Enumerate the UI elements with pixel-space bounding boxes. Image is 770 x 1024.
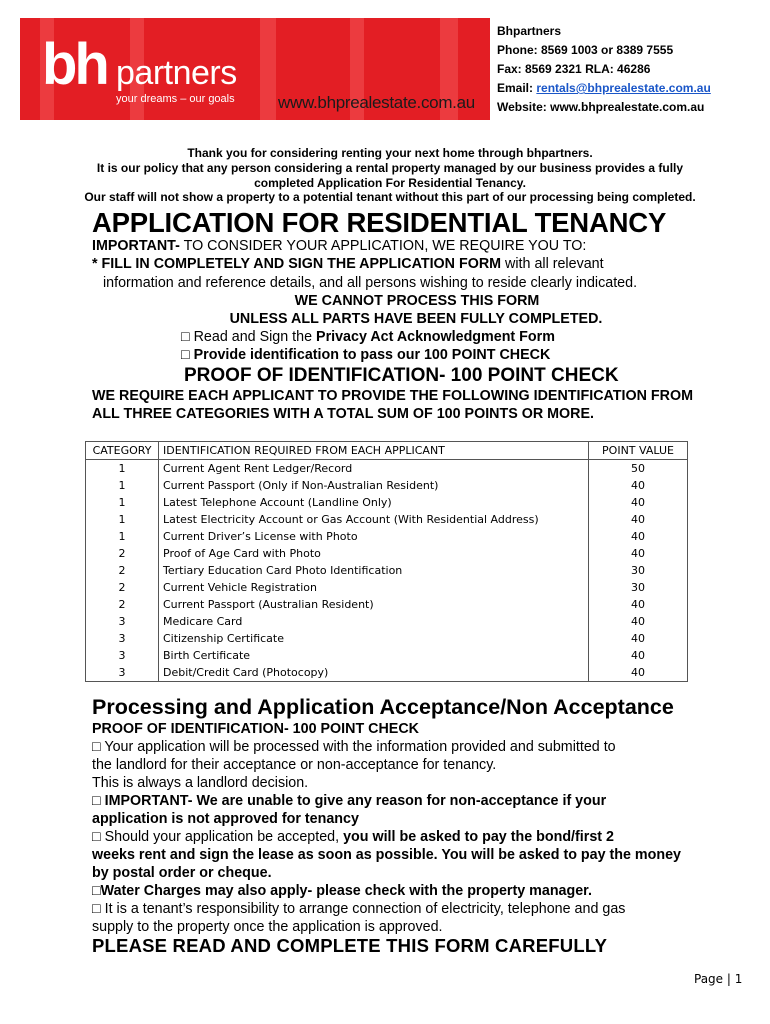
website-line: Website: www.bhprealestate.com.au: [497, 100, 705, 114]
fill-line-2: information and reference details, and all persons wishing to reside clearly indicated.: [103, 275, 638, 291]
processing-line: □ It is a tenant’s responsibility to arrange connection of electricity, telephone and gas: [92, 901, 626, 917]
intro-line: It is our policy that any person considering a rental property managed by our business provides a fully: [96, 160, 684, 175]
table-row: 2 Proof of Age Card with Photo 40: [86, 545, 688, 562]
processing-line: application is not approved for tenancy: [92, 811, 359, 827]
important-line: IMPORTANT- TO CONSIDER YOUR APPLICATION, WE REQUIRE YOU TO:: [92, 238, 587, 254]
intro-line: Thank you for considering renting your next home through bhpartners.: [187, 146, 593, 160]
processing-line: □ IMPORTANT- We are unable to give any reason for non-acceptance if your: [92, 793, 607, 809]
proof-line-1: WE REQUIRE EACH APPLICANT TO PROVIDE THE FOLLOWING IDENTIFICATION FROM: [92, 388, 693, 404]
processing-line: the landlord for their acceptance or non-acceptance for tenancy.: [92, 757, 497, 773]
processing-subheading: PROOF OF IDENTIFICATION- 100 POINT CHECK: [92, 721, 419, 737]
table-row: 3 Debit/Credit Card (Photocopy) 40: [86, 664, 688, 682]
cannot-process-line: WE CANNOT PROCESS THIS FORM: [294, 293, 540, 309]
fill-line: * FILL IN COMPLETELY AND SIGN THE APPLICATION FORM with all relevant: [92, 256, 604, 272]
table-row: 3 Citizenship Certificate 40: [86, 630, 688, 647]
table-row: 2 Current Passport (Australian Resident) 40: [86, 596, 688, 613]
processing-line: by postal order or cheque.: [92, 865, 272, 881]
table-row: 2 Current Vehicle Registration 30: [86, 579, 688, 596]
page-title: APPLICATION FOR RESIDENTIAL TENANCY: [92, 207, 667, 238]
table-row: 1 Latest Telephone Account (Landline Only) 40: [86, 494, 688, 511]
company-name: Bhpartners: [497, 24, 562, 38]
processing-line: □ Your application will be processed with the information provided and submitted to: [92, 739, 616, 755]
closing-instruction: PLEASE READ AND COMPLETE THIS FORM CAREFULLY: [92, 935, 608, 956]
email-link[interactable]: rentals@bhprealestate.com.au: [536, 81, 711, 95]
processing-line: weeks rent and sign the lease as soon as possible. You will be asked to pay the money: [92, 847, 682, 863]
email-line: Email: rentals@bhprealestate.com.au: [497, 81, 711, 95]
logo-partners: partners: [116, 54, 237, 92]
company-logo: [20, 18, 490, 120]
processing-heading: Processing and Application Acceptance/Non Acceptance: [92, 695, 674, 719]
processing-line: □Water Charges may also apply- please check with the property manager.: [92, 883, 592, 899]
processing-line: □ Should your application be accepted, you will be asked to pay the bond/first 2: [92, 829, 614, 845]
privacy-checkbox-line: □ Read and Sign the Privacy Act Acknowledgment Form: [181, 329, 555, 345]
unless-line: UNLESS ALL PARTS HAVE BEEN FULLY COMPLETED.: [229, 311, 603, 327]
table-row: 1 Current Passport (Only if Non-Australian Resident) 40: [86, 477, 688, 494]
page-number: Page | 1: [694, 972, 743, 986]
header-category: CATEGORY: [86, 442, 159, 460]
intro-line: Our staff will not show a property to a potential tenant without this part of our processing being completed.: [84, 190, 696, 205]
logo-tagline: your dreams – our goals: [116, 93, 235, 105]
identification-table: [85, 441, 688, 682]
fax-line: Fax: 8569 2321 RLA: 46286: [497, 62, 651, 76]
contact-block: [497, 22, 711, 117]
table-row: 1 Current Driver’s License with Photo 40: [86, 528, 688, 545]
table-row: 3 Birth Certificate 40: [86, 647, 688, 664]
logo-website: www.bhprealestate.com.au: [278, 93, 475, 112]
proof-heading: PROOF OF IDENTIFICATION- 100 POINT CHECK: [184, 365, 619, 386]
proof-line-2: ALL THREE CATEGORIES WITH A TOTAL SUM OF 100 POINTS OR MORE.: [92, 406, 595, 422]
intro-text: [20, 146, 760, 205]
logo-bh: bh: [42, 32, 107, 97]
table-row: 1 Current Agent Rent Ledger/Record 50: [86, 460, 688, 478]
provide-checkbox-line: □ Provide identification to pass our 100 POINT CHECK: [181, 347, 551, 363]
table-header-row: [86, 442, 688, 460]
processing-line: supply to the property once the application is approved.: [92, 919, 443, 935]
header-points: POINT VALUE: [589, 442, 688, 460]
table-row: 2 Tertiary Education Card Photo Identification 30: [86, 562, 688, 579]
phone-line: Phone: 8569 1003 or 8389 7555: [497, 43, 674, 57]
table-row: 1 Latest Electricity Account or Gas Account (With Residential Address) 40: [86, 511, 688, 528]
intro-line: completed Application For Residential Tenancy.: [254, 175, 526, 190]
table-row: 3 Medicare Card 40: [86, 613, 688, 630]
header-identification: IDENTIFICATION REQUIRED FROM EACH APPLICANT: [159, 442, 589, 460]
processing-line: This is always a landlord decision.: [92, 775, 309, 791]
